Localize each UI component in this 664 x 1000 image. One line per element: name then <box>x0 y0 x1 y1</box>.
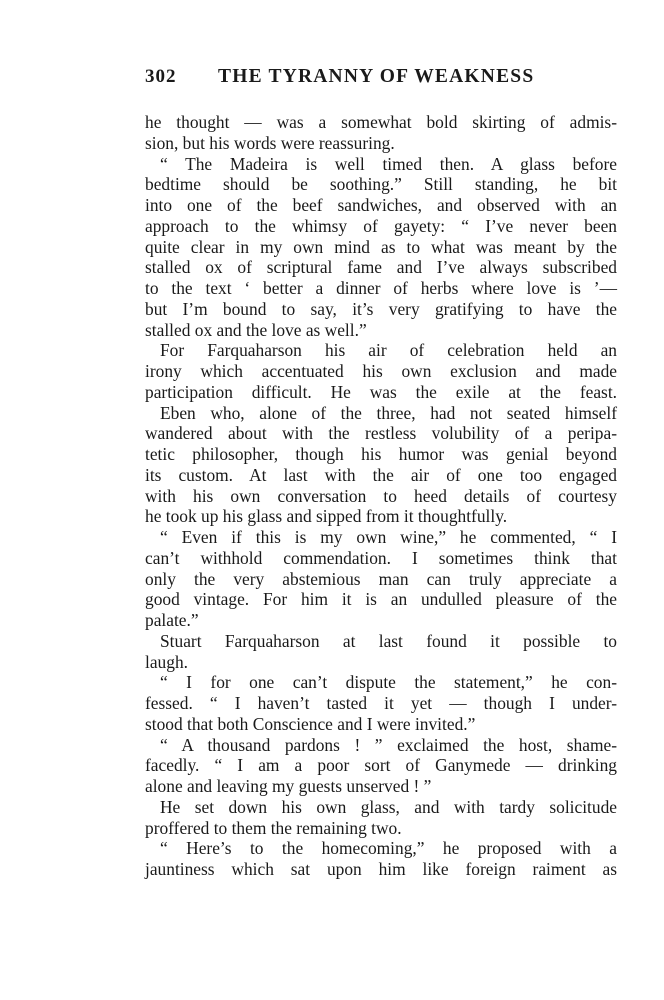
text-line: tetic philosopher, though his humor was genial beyond <box>145 444 617 464</box>
text-line: palate.” <box>145 610 199 630</box>
text-line: jauntiness which sat upon him like foreign raiment as <box>145 859 617 879</box>
text-line: “ The Madeira is well timed then. A glass before <box>160 153 617 174</box>
text-line: but I’m bound to say, it’s very gratifying to have the <box>145 298 617 319</box>
text-line: stalled ox and the love as well.” <box>145 319 367 340</box>
text-line: its custom. At last with the air of one too engaged <box>145 464 617 485</box>
text-line: sion, but his words were reassuring. <box>145 132 395 153</box>
text-line: fessed. “ I haven’t tasted it yet — though I under- <box>145 693 617 713</box>
text-line: wandered about with the restless volubility of a peripa- <box>145 423 617 444</box>
text-line: bedtime should be soothing.” Still standing, he bit <box>145 174 617 195</box>
text-line: “ Here’s to the homecoming,” he proposed with a <box>160 838 617 859</box>
text-line: quite clear in my own mind as to what was meant by the <box>145 236 617 257</box>
text-line: Stuart Farquaharson at last found it possible to <box>160 630 617 651</box>
text-line: to the text ‘ better a dinner of herbs where love is ’— <box>145 278 617 298</box>
text-line: “ Even if this is my own wine,” he commented, “ I <box>160 527 617 547</box>
text-line: proffered to them the remaining two. <box>145 817 402 838</box>
text-line: Eben who, alone of the three, had not seated himself <box>160 402 617 423</box>
page-number: 302 <box>145 66 177 87</box>
text-line: laugh. <box>145 651 188 672</box>
text-line: facedly. “ I am a poor sort of Ganymede — drinking <box>145 755 617 776</box>
text-line: stalled ox of scriptural fame and I’ve always subscribed <box>145 257 617 278</box>
text-line: stood that both Conscience and I were invited.” <box>145 713 476 734</box>
text-line: participation difficult. He was the exile at the feast. <box>145 381 617 402</box>
body-text <box>145 112 617 880</box>
text-line: For Farquaharson his air of celebration held an <box>160 340 617 361</box>
text-line: with his own conversation to heed details of courtesy <box>145 485 617 506</box>
text-line: can’t withhold commendation. I sometimes think that <box>145 547 617 568</box>
text-line: irony which accentuated his own exclusion and made <box>145 361 617 381</box>
text-line: only the very abstemious man can truly appreciate a <box>145 568 617 589</box>
text-line: approach to the whimsy of gayety: “ I’ve never been <box>145 215 617 236</box>
text-line: he thought — was a somewhat bold skirting of admis- <box>145 112 617 132</box>
running-title: THE TYRANNY OF WEAKNESS <box>218 66 535 87</box>
text-line: “ A thousand pardons ! ” exclaimed the host, shame- <box>160 734 617 755</box>
text-line: good vintage. For him it is an undulled pleasure of the <box>145 589 617 610</box>
text-line: into one of the beef sandwiches, and observed with an <box>145 195 617 215</box>
running-header <box>145 66 617 92</box>
text-line: he took up his glass and sipped from it thoughtfully. <box>145 506 508 527</box>
text-line: alone and leaving my guests unserved ! ” <box>145 776 432 796</box>
text-line: He set down his own glass, and with tardy solicitude <box>160 796 617 817</box>
text-line: “ I for one can’t dispute the statement,” he con- <box>160 672 617 693</box>
